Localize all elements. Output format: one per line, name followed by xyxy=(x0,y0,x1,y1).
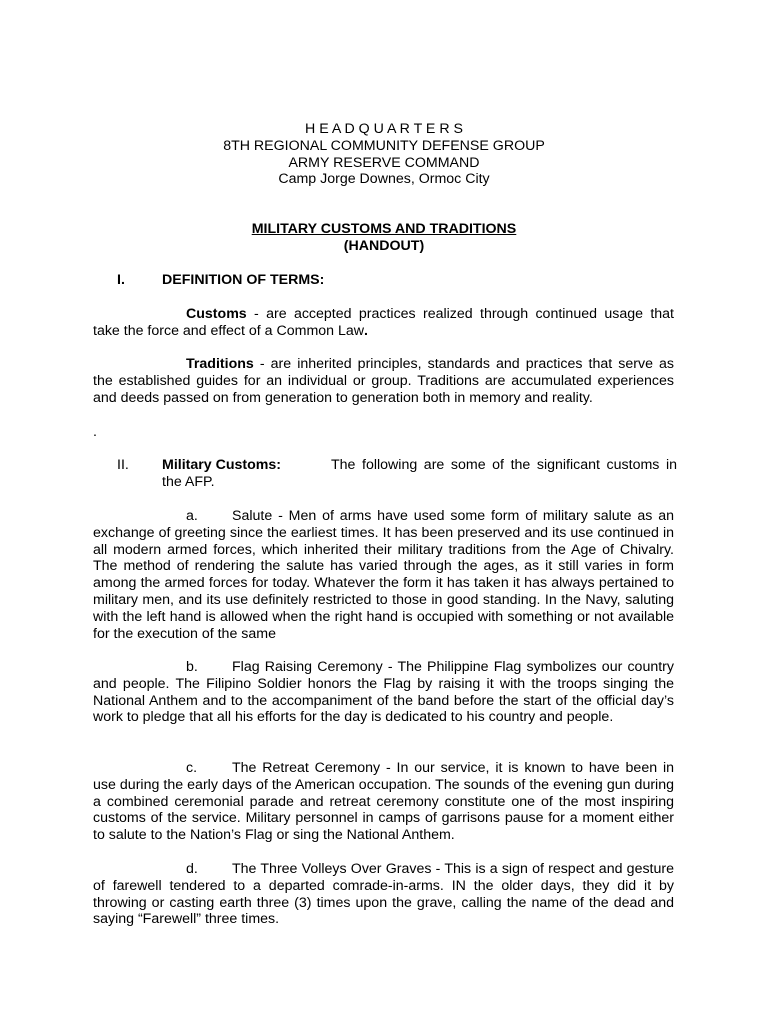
item-text: The Three Volleys Over Graves - This is a sign of respect and gesture of farewell tendered to a departed comrade-in-arms. IN the older days, they did it by throwing or casting earth three (3) times upon the grave, calling the name of the dead and saying “Farewell” three times. xyxy=(93,861,674,928)
letterhead-command: ARMY RESERVE COMMAND xyxy=(288,154,480,171)
stray-period: . xyxy=(93,424,97,440)
customs-term: Customs xyxy=(186,306,247,322)
item-text: Salute - Men of arms have used some form of military salute as an exchange of greeting since the earliest times. It has been preserved and its use continued in all modern armed forces, which inherited their military traditions from the Age of Chivalry. The method of rendering the salute has varied through the ages, as it still varies in form among the armed forces for today. Whatever the form it has taken it has always pertained to military men, and its use definitely restricted to those in good standing. In the Navy, saluting with the left hand is allowed when the right hand is occupied with something or not available for the execution of the same xyxy=(93,508,674,642)
item-letter: a. xyxy=(186,508,198,524)
item-text: Flag Raising Ceremony - The Philippine Flag symbolizes our country and people. The Filipino Soldier honors the Flag by raising it with the troops singing the National Anthem and to the accompaniment of the band before the start of the official day’s work to pledge that all his efforts for the day is dedicated to his country and people. xyxy=(93,659,674,726)
title-sub: (HANDOUT) xyxy=(343,237,425,254)
custom-item-three-volleys xyxy=(93,861,674,928)
document-title xyxy=(0,221,768,255)
letterhead-unit: 8TH REGIONAL COMMUNITY DEFENSE GROUP xyxy=(223,137,545,154)
item-text: The Retreat Ceremony - In our service, it is known to have been in use during the early days of the American occupation. The sounds of the evening gun during a combined ceremonial parade and retreat ceremony constitute one of the most inspiring customs of the service. Military personnel in camps of garrisons pause for a moment either to salute to the Nation’s Flag or sing the National Anthem. xyxy=(93,760,674,844)
customs-period: . xyxy=(364,322,368,339)
section-1-heading: DEFINITION OF TERMS: xyxy=(162,272,325,288)
letterhead xyxy=(0,121,768,188)
custom-item-salute xyxy=(93,508,674,642)
customs-text: - are accepted practices realized through continued usage that take the force and effect of a Common Law xyxy=(93,306,674,339)
traditions-text: - are inherited principles, standards and practices that serve as the established guides for an individual or group. Traditions are accumulated experiences and deeds passed on from generation to generation both in memory and reality. xyxy=(93,356,674,406)
letterhead-location: Camp Jorge Downes, Ormoc City xyxy=(278,171,490,188)
custom-item-flag-raising xyxy=(93,659,674,726)
section-2-number: II. xyxy=(117,457,129,473)
customs-definition xyxy=(93,306,674,340)
traditions-definition xyxy=(93,356,674,406)
section-2-intro-text: The following are some of the significant customs in the AFP. xyxy=(162,457,677,490)
traditions-term: Traditions xyxy=(186,356,254,372)
custom-item-retreat xyxy=(93,760,674,844)
letterhead-headquarters: H E A D Q U A R T E R S xyxy=(305,121,463,137)
section-1-number: I. xyxy=(117,272,125,288)
item-letter: b. xyxy=(186,659,198,675)
item-letter: c. xyxy=(186,760,198,776)
title-main: MILITARY CUSTOMS AND TRADITIONS xyxy=(251,221,517,237)
section-2-intro xyxy=(162,457,677,491)
section-2-heading: Military Customs: xyxy=(162,457,282,473)
item-letter: d. xyxy=(186,861,198,877)
